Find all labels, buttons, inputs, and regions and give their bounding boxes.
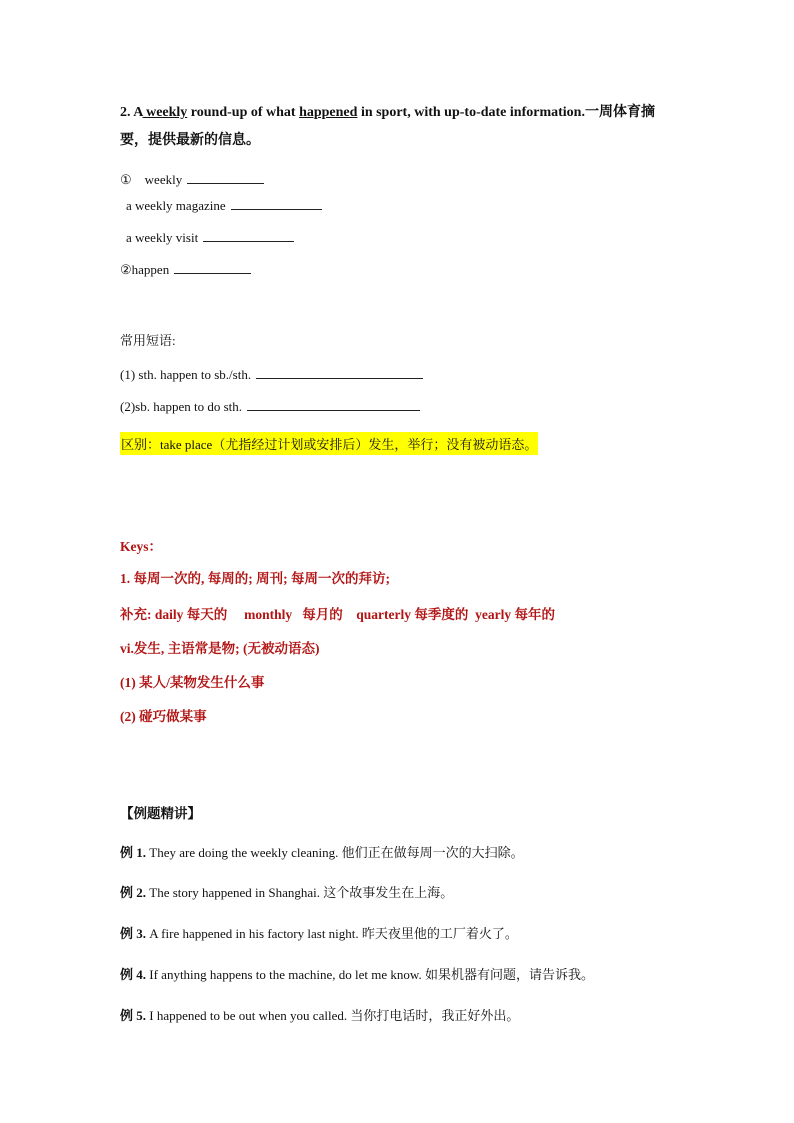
marker-2: ② [120, 262, 132, 277]
phrases-title: 常用短语: [120, 333, 176, 348]
example-1 [120, 842, 524, 861]
heading-chinese-1: 一周体育摘 [584, 105, 655, 120]
key-2-quarterly: quarterly 每季度的 [356, 607, 469, 622]
example-text: A fire happened in his factory last night. 昨天夜里他的工厂着火了。 [146, 926, 518, 941]
heading-chinese-2: 要，提供最新的信息。 [120, 133, 260, 148]
example-4 [120, 964, 594, 983]
key-2-monthly-cn: 每月的 [302, 607, 343, 622]
example-2 [120, 882, 453, 901]
heading-text-2: in sport, with up-to-date information. [357, 105, 585, 120]
item-weekly [120, 171, 264, 188]
key-1: 1. 每周一次的, 每周的; 周刊; 每周一次的拜访; [120, 571, 390, 586]
key-2-yearly: yearly 每年的 [475, 607, 556, 622]
key-3: vi.发生, 主语常是物; (无被动语态) [120, 641, 320, 656]
answer-blank [187, 171, 264, 184]
keys-title: Keys： [120, 539, 162, 554]
example-label: 例 1. [120, 845, 147, 860]
marker-1: ① [120, 172, 132, 187]
heading-word-weekly: weekly [142, 105, 188, 120]
key-4: (1) 某人/某物发生什么事 [120, 675, 265, 690]
example-5 [120, 1005, 519, 1024]
answer-blank [256, 366, 423, 379]
example-text: They are doing the weekly cleaning. 他们正在做每周一次的大扫除。 [146, 845, 524, 860]
answer-blank [203, 229, 294, 242]
example-label: 例 5. [120, 1008, 147, 1023]
answer-blank [231, 197, 322, 210]
example-label: 例 3. [120, 926, 147, 941]
phrase-2-text: (2)sb. happen to do sth. [120, 399, 243, 414]
example-label: 例 4. [120, 967, 147, 982]
item-weekly-visit [126, 229, 294, 246]
phrase-1-text: (1) sth. happen to sb./sth. [120, 367, 252, 382]
item-happen-label: happen [131, 262, 170, 277]
phrase-2 [120, 398, 420, 415]
key-2-daily: 补充: daily 每天的 [120, 607, 228, 622]
heading-number: 2. A [120, 105, 143, 120]
item-happen [120, 261, 251, 278]
item-magazine-label: a weekly magazine [126, 198, 226, 213]
item-visit-label: a weekly visit [126, 230, 199, 245]
example-text: If anything happens to the machine, do let me know. 如果机器有问题，请告诉我。 [146, 967, 594, 982]
answer-blank [247, 398, 420, 411]
key-2 [120, 603, 555, 623]
item-weekly-magazine [126, 197, 322, 214]
example-3 [120, 923, 518, 942]
example-text: The story happened in Shanghai. 这个故事发生在上海。 [146, 885, 454, 900]
answer-blank [174, 261, 251, 274]
section-heading [120, 101, 655, 121]
example-text: I happened to be out when you called. 当你打电话时，我正好外出。 [146, 1008, 520, 1023]
phrase-1 [120, 366, 423, 383]
key-2-monthly: monthly [244, 607, 293, 622]
examples-title: 【例题精讲】 [120, 806, 201, 821]
difference-note: 区别：take place（尤指经过计划或安排后）发生，举行；没有被动语态。 [120, 432, 538, 455]
item-weekly-label: weekly [144, 172, 183, 187]
key-5: (2) 碰巧做某事 [120, 709, 207, 724]
heading-word-happened: happened [299, 105, 358, 120]
heading-text-1: round-up of what [187, 105, 300, 120]
example-label: 例 2. [120, 885, 147, 900]
